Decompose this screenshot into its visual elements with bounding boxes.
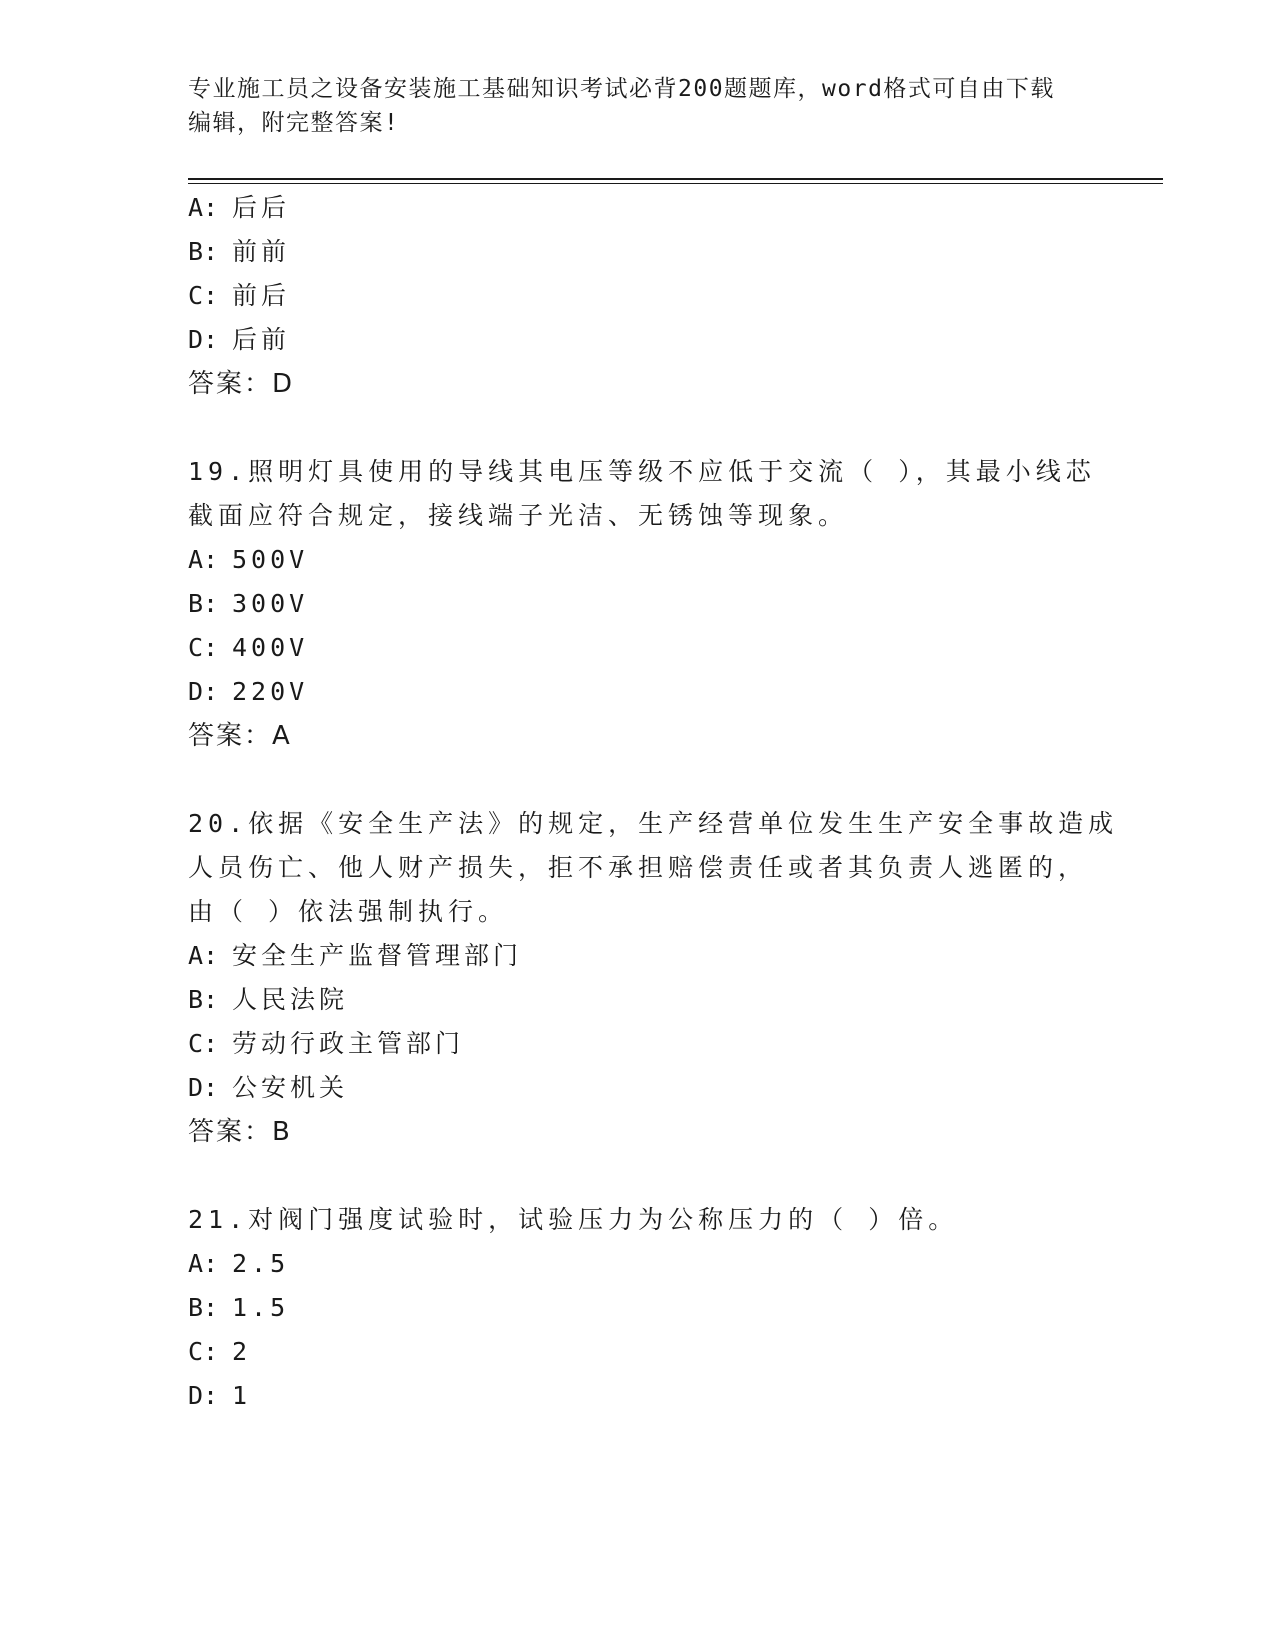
q18-option-b: [188, 232, 290, 272]
q18-option-a: [188, 188, 290, 228]
option-letter: D:: [188, 1381, 219, 1410]
option-letter: A:: [188, 193, 219, 222]
q19-option-d: [188, 672, 308, 712]
option-letter: A:: [188, 941, 219, 970]
q20-option-a: [188, 936, 522, 976]
header-line-1: 专业施工员之设备安装施工基础知识考试必背200题题库，word格式可自由下载: [188, 76, 1055, 102]
q19-option-a: [188, 540, 308, 580]
header-divider: [188, 178, 1163, 184]
q19-option-c: [188, 628, 308, 668]
option-text: 2: [232, 1337, 252, 1366]
q20-stem-line-1: 20.依据《安全生产法》的规定，生产经营单位发生生产安全事故造成: [188, 809, 1119, 838]
option-letter: D:: [188, 1073, 219, 1102]
option-text: 500V: [232, 545, 309, 574]
option-text: 安全生产监督管理部门: [232, 941, 523, 970]
q20-answer: 答案：B: [188, 1117, 292, 1147]
option-letter: B:: [188, 589, 219, 618]
option-letter: D:: [188, 325, 219, 354]
q21-stem-line-1: 21.对阀门强度试验时，试验压力为公称压力的（ ）倍。: [188, 1205, 959, 1234]
q19-option-b: [188, 584, 308, 624]
q20-option-b: [188, 980, 348, 1020]
option-text: 公安机关: [232, 1073, 349, 1102]
option-text: 300V: [232, 589, 309, 618]
option-letter: A:: [188, 1249, 219, 1278]
q21-option-a: [188, 1244, 289, 1284]
q21-option-b: [188, 1288, 289, 1328]
option-text: 人民法院: [232, 985, 349, 1014]
header-line-2: 编辑，附完整答案!: [188, 110, 400, 136]
option-text: 前后: [232, 281, 291, 310]
q18-answer: 答案：D: [188, 369, 295, 399]
option-text: 1.5: [232, 1293, 290, 1322]
q21-option-c: [188, 1332, 251, 1372]
option-letter: A:: [188, 545, 219, 574]
q20-option-d: [188, 1068, 348, 1108]
q18-option-d: [188, 320, 290, 360]
document-header: [188, 72, 1088, 140]
q20-stem-line-2: 人员伤亡、他人财产损失，拒不承担赔偿责任或者其负责人逃匿的，: [188, 853, 1089, 882]
q20-stem-line-3: 由（ ）依法强制执行。: [188, 897, 509, 926]
option-letter: B:: [188, 985, 219, 1014]
option-letter: C:: [188, 1029, 219, 1058]
option-text: 1: [232, 1381, 252, 1410]
q19-answer: 答案：A: [188, 721, 292, 751]
q18-option-c: [188, 276, 290, 316]
option-text: 后前: [232, 325, 291, 354]
q19-stem-line-2: 截面应符合规定，接线端子光洁、无锈蚀等现象。: [188, 501, 849, 530]
option-letter: B:: [188, 1293, 219, 1322]
q20-option-c: [188, 1024, 464, 1064]
option-text: 220V: [232, 677, 309, 706]
option-text: 前前: [232, 237, 291, 266]
option-text: 2.5: [232, 1249, 290, 1278]
option-text: 劳动行政主管部门: [232, 1029, 465, 1058]
q21-option-d: [188, 1376, 251, 1416]
option-letter: D:: [188, 677, 219, 706]
option-letter: C:: [188, 633, 219, 662]
option-letter: C:: [188, 281, 219, 310]
option-text: 400V: [232, 633, 309, 662]
option-text: 后后: [232, 193, 291, 222]
option-letter: C:: [188, 1337, 219, 1366]
q19-stem-line-1: 19.照明灯具使用的导线其电压等级不应低于交流（ ），其最小线芯: [188, 457, 1096, 486]
option-letter: B:: [188, 237, 219, 266]
